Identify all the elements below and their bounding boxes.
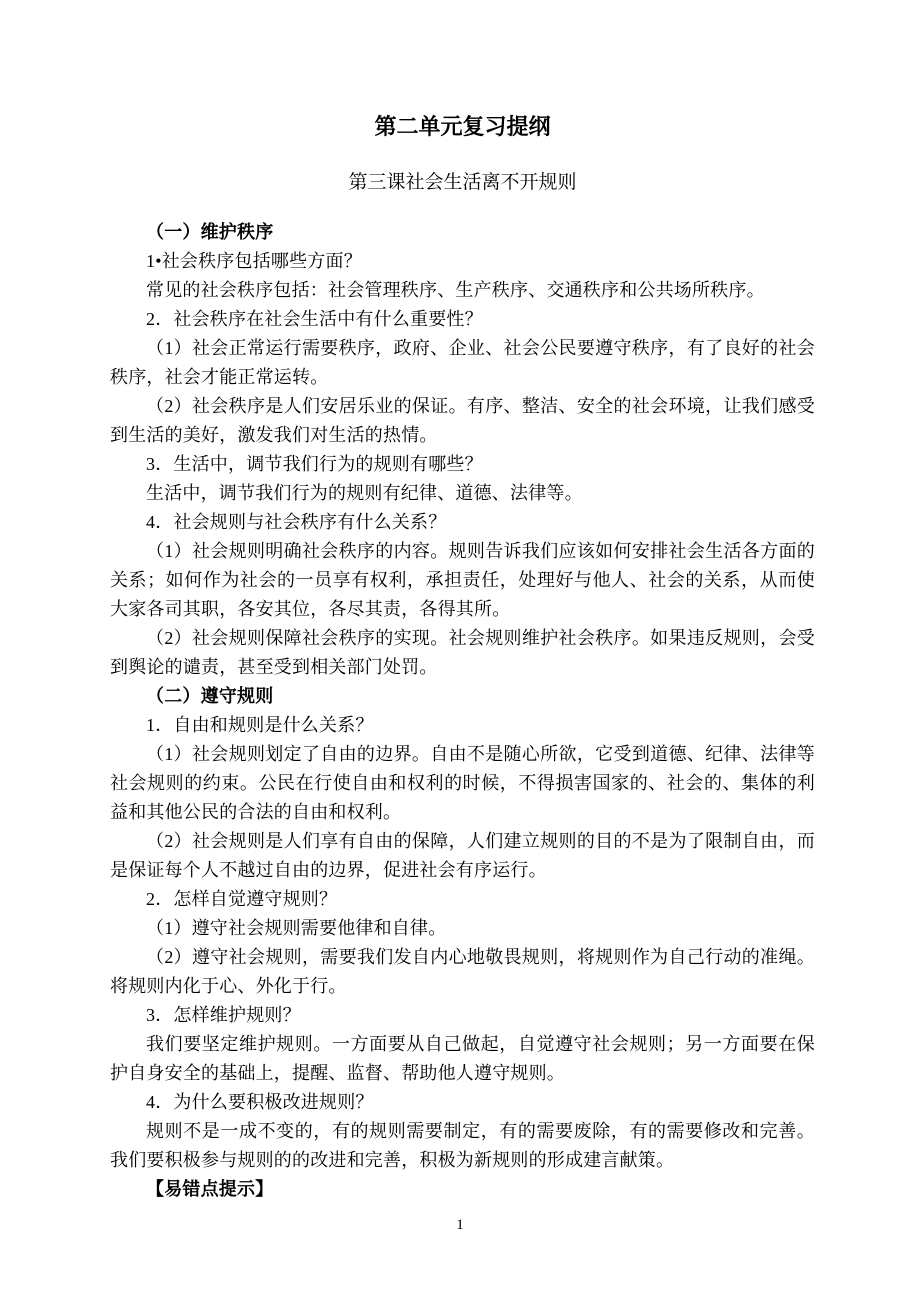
paragraph: （2）社会规则保障社会秩序的实现。社会规则维护社会秩序。如果违反规则，会受到舆论的谴责，甚至受到相关部门处罚。 xyxy=(110,628,815,677)
document-content xyxy=(110,112,815,1204)
paragraph: 常见的社会秩序包括：社会管理秩序、生产秩序、交通秩序和公共场所秩序。 xyxy=(146,280,765,300)
section-heading: （一）维护秩序 xyxy=(146,222,274,242)
paragraph: 3．生活中，调节我们行为的规则有哪些？ xyxy=(146,454,483,474)
page-number: 1 xyxy=(456,1217,464,1233)
paragraph: 3．怎样维护规则？ xyxy=(146,1005,301,1025)
paragraph: （1）社会规则明确社会秩序的内容。规则告诉我们应该如何安排社会生活各方面的关系；如何作为社会的一员享有权利，承担责任，处理好与他人、社会的关系，从而使大家各司其职，各安其位，各尽其责，各得其所。 xyxy=(110,541,815,619)
paragraph: （2）遵守社会规则，需要我们发自内心地敬畏规则，将规则作为自己行动的准绳。将规则内化于心、外化于行。 xyxy=(110,947,815,996)
paragraph: 生活中，调节我们行为的规则有纪律、道德、法律等。 xyxy=(146,483,583,503)
paragraph: 2．怎样自觉遵守规则？ xyxy=(146,889,338,909)
paragraph: 2．社会秩序在社会生活中有什么重要性？ xyxy=(146,309,483,329)
lesson-subtitle: 第三课社会生活离不开规则 xyxy=(348,172,577,193)
section-heading: （二）遵守规则 xyxy=(146,686,274,706)
document-title: 第二单元复习提纲 xyxy=(374,114,551,139)
paragraph: 4．为什么要积极改进规则？ xyxy=(146,1092,374,1112)
paragraph: 1•社会秩序包括哪些方面？ xyxy=(146,251,362,271)
paragraph: 4．社会规则与社会秩序有什么关系？ xyxy=(146,512,447,532)
paragraph: （1）社会规则划定了自由的边界。自由不是随心所欲，它受到道德、纪律、法律等社会规则的约束。公民在行使自由和权利的时候，不得损害国家的、社会的、集体的利益和其他公民的合法的自由和权利。 xyxy=(110,744,815,822)
paragraph: （1）社会正常运行需要秩序，政府、企业、社会公民要遵守秩序，有了良好的社会秩序，社会才能正常运转。 xyxy=(110,338,815,387)
paragraph: 规则不是一成不变的，有的规则需要制定，有的需要废除，有的需要修改和完善。我们要积极参与规则的的改进和完善，积极为新规则的形成建言献策。 xyxy=(110,1121,815,1170)
section-heading: 【易错点提示】 xyxy=(146,1179,274,1199)
paragraph: （2）社会规则是人们享有自由的保障，人们建立规则的目的不是为了限制自由，而是保证每个人不越过自由的边界，促进社会有序运行。 xyxy=(110,831,815,880)
paragraph: （1）遵守社会规则需要他律和自律。 xyxy=(146,918,447,938)
paragraph: 我们要坚定维护规则。一方面要从自己做起，自觉遵守社会规则；另一方面要在保护自身安全的基础上，提醒、监督、帮助他人遵守规则。 xyxy=(110,1034,815,1083)
paragraph: （2）社会秩序是人们安居乐业的保证。有序、整洁、安全的社会环境，让我们感受到生活的美好，激发我们对生活的热情。 xyxy=(110,396,815,445)
paragraph: 1．自由和规则是什么关系？ xyxy=(146,715,374,735)
